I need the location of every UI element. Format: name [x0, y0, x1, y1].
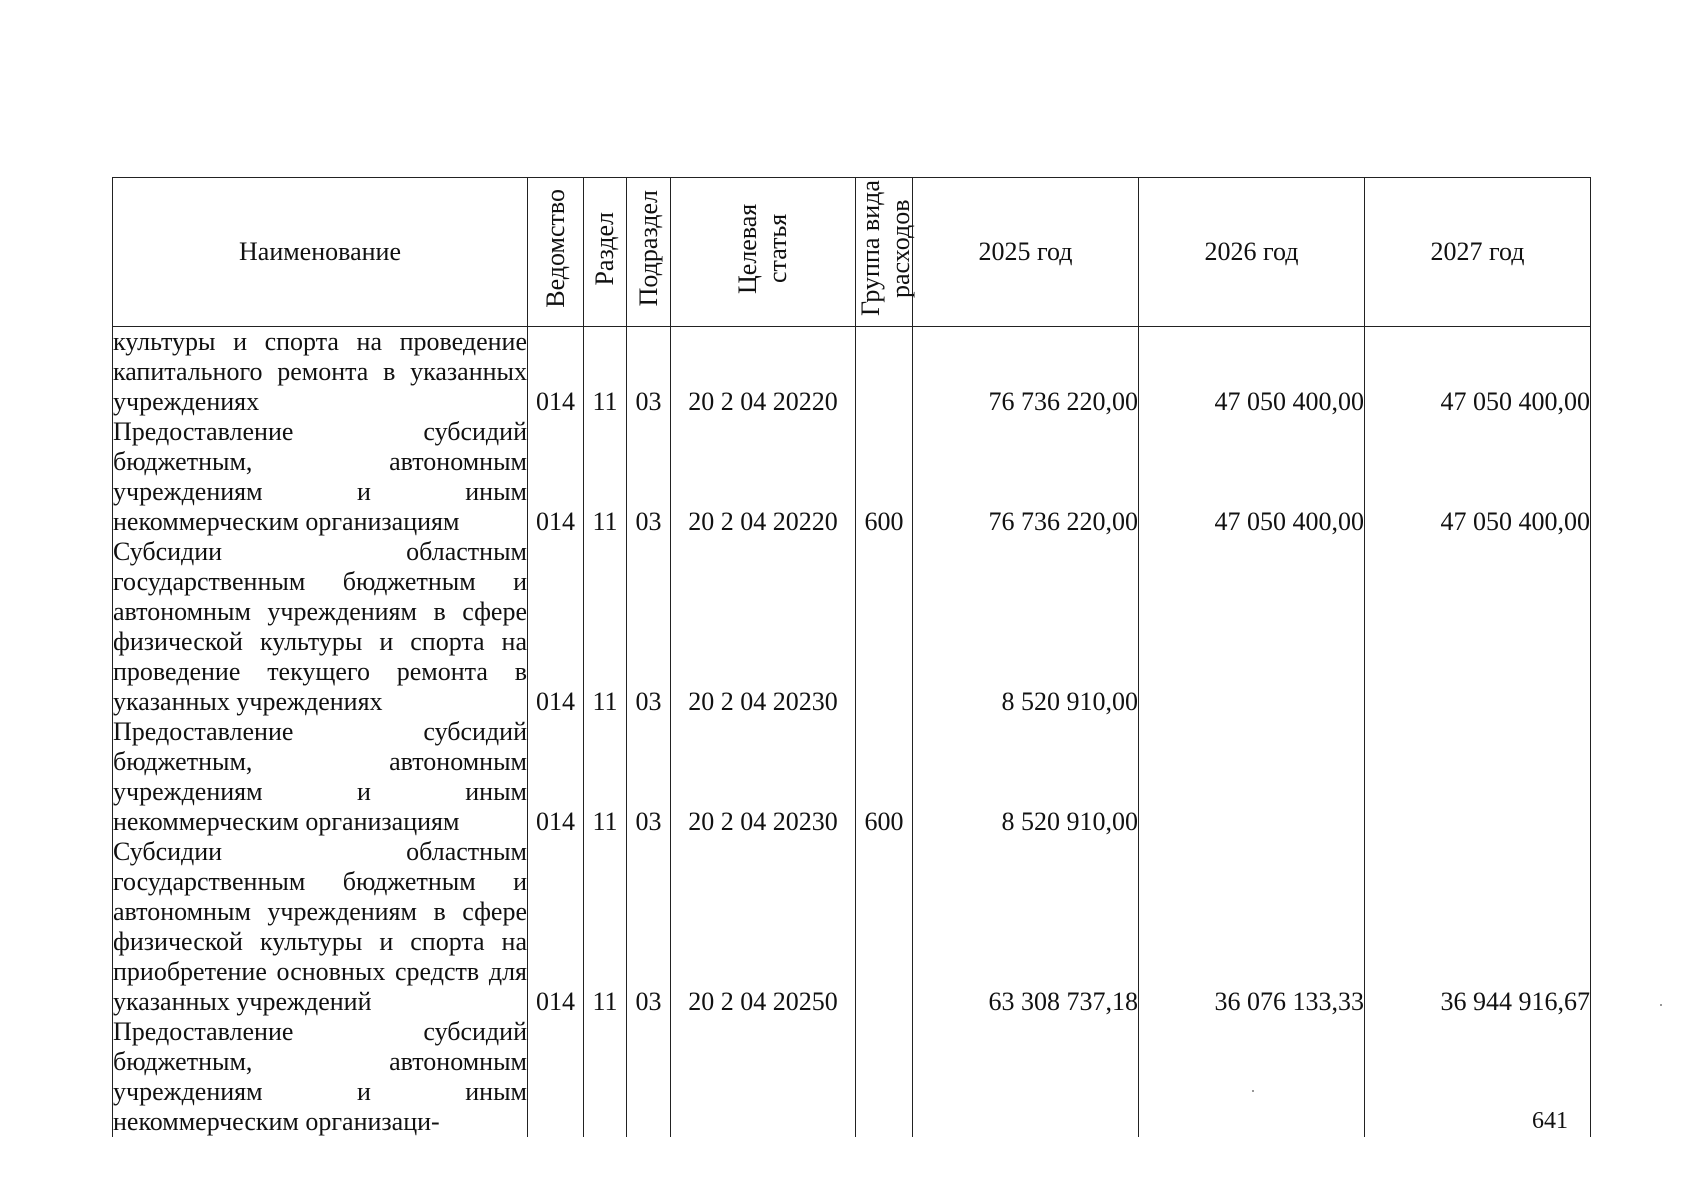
header-2027: 2027 год [1365, 178, 1591, 327]
scan-speck [1252, 1090, 1254, 1092]
row-podrazdel: 03 [627, 717, 671, 837]
row-2026 [1139, 717, 1365, 837]
row-gruppa: 600 [856, 717, 913, 837]
row-razdel: 11 [584, 417, 627, 537]
row-celevaya-statya: 20 2 04 20250 [671, 837, 856, 1017]
row-2025: 76 736 220,00 [913, 327, 1139, 418]
header-vedomstvo: Ведомство [528, 178, 584, 327]
table-row [113, 717, 1591, 837]
header-2025: 2025 год [913, 178, 1139, 327]
row-gruppa [856, 537, 913, 717]
row-podrazdel: 03 [627, 537, 671, 717]
row-vedomstvo [528, 1017, 584, 1137]
row-celevaya-statya: 20 2 04 20230 [671, 537, 856, 717]
row-2027 [1365, 537, 1591, 717]
row-2025: 76 736 220,00 [913, 417, 1139, 537]
table-row [113, 417, 1591, 537]
row-2027: 47 050 400,00 [1365, 417, 1591, 537]
row-razdel: 11 [584, 537, 627, 717]
row-2025: 63 308 737,18 [913, 837, 1139, 1017]
header-razdel: Раздел [584, 178, 627, 327]
row-2027: 47 050 400,00 [1365, 327, 1591, 418]
table-header-row [113, 178, 1591, 327]
budget-table [112, 177, 1591, 1137]
row-podrazdel: 03 [627, 327, 671, 418]
row-celevaya-statya [671, 1017, 856, 1137]
row-2027: 36 944 916,67 [1365, 837, 1591, 1017]
row-name: Субсидии областным государственным бюджетным и автономным учреждениям в сфере физической культуры и спорта на приобретение основных средств для указанных учреждений [113, 837, 527, 1016]
row-razdel: 11 [584, 717, 627, 837]
row-gruppa: 600 [856, 417, 913, 537]
row-vedomstvo: 014 [528, 327, 584, 418]
row-name: Предоставление субсидий бюджетным, автономным учреждениям и иным некоммерческим организаци- [113, 1017, 527, 1136]
row-vedomstvo: 014 [528, 837, 584, 1017]
row-podrazdel: 03 [627, 837, 671, 1017]
row-vedomstvo: 014 [528, 417, 584, 537]
row-gruppa [856, 837, 913, 1017]
page-number: 641 [1532, 1108, 1568, 1134]
scan-speck [1660, 1004, 1662, 1006]
row-razdel: 11 [584, 837, 627, 1017]
header-2026: 2026 год [1139, 178, 1365, 327]
row-razdel: 11 [584, 327, 627, 418]
table-row [113, 1017, 1591, 1137]
row-name: Предоставление субсидий бюджетным, автономным учреждениям и иным некоммерческим организациям [113, 717, 527, 836]
header-gruppa-vida-rashodov: Группа вида расходов [856, 178, 913, 327]
row-name: Субсидии областным государственным бюджетным и автономным учреждениям в сфере физической культуры и спорта на проведение текущего ремонта в указанных учреждениях [113, 537, 527, 716]
header-name: Наименование [113, 178, 528, 327]
row-celevaya-statya: 20 2 04 20220 [671, 327, 856, 418]
row-razdel [584, 1017, 627, 1137]
row-vedomstvo: 014 [528, 537, 584, 717]
row-name: Предоставление субсидий бюджетным, автономным учреждениям и иным некоммерческим организациям [113, 417, 527, 536]
row-2025: 8 520 910,00 [913, 717, 1139, 837]
header-celevaya-statya: Целевая статья [671, 178, 856, 327]
table-row [113, 837, 1591, 1017]
row-2025 [913, 1017, 1139, 1137]
row-2026: 47 050 400,00 [1139, 417, 1365, 537]
row-celevaya-statya: 20 2 04 20220 [671, 417, 856, 537]
row-2026: 36 076 133,33 [1139, 837, 1365, 1017]
row-celevaya-statya: 20 2 04 20230 [671, 717, 856, 837]
table-row [113, 537, 1591, 717]
row-2027 [1365, 717, 1591, 837]
row-vedomstvo: 014 [528, 717, 584, 837]
row-2025: 8 520 910,00 [913, 537, 1139, 717]
row-gruppa [856, 327, 913, 418]
row-podrazdel: 03 [627, 417, 671, 537]
header-podrazdel: Подраздел [627, 178, 671, 327]
row-name: культуры и спорта на проведение капитального ремонта в указанных учреждениях [113, 327, 527, 416]
row-2026 [1139, 537, 1365, 717]
table-row [113, 327, 1591, 418]
row-2026: 47 050 400,00 [1139, 327, 1365, 418]
row-gruppa [856, 1017, 913, 1137]
row-podrazdel [627, 1017, 671, 1137]
row-2026 [1139, 1017, 1365, 1137]
